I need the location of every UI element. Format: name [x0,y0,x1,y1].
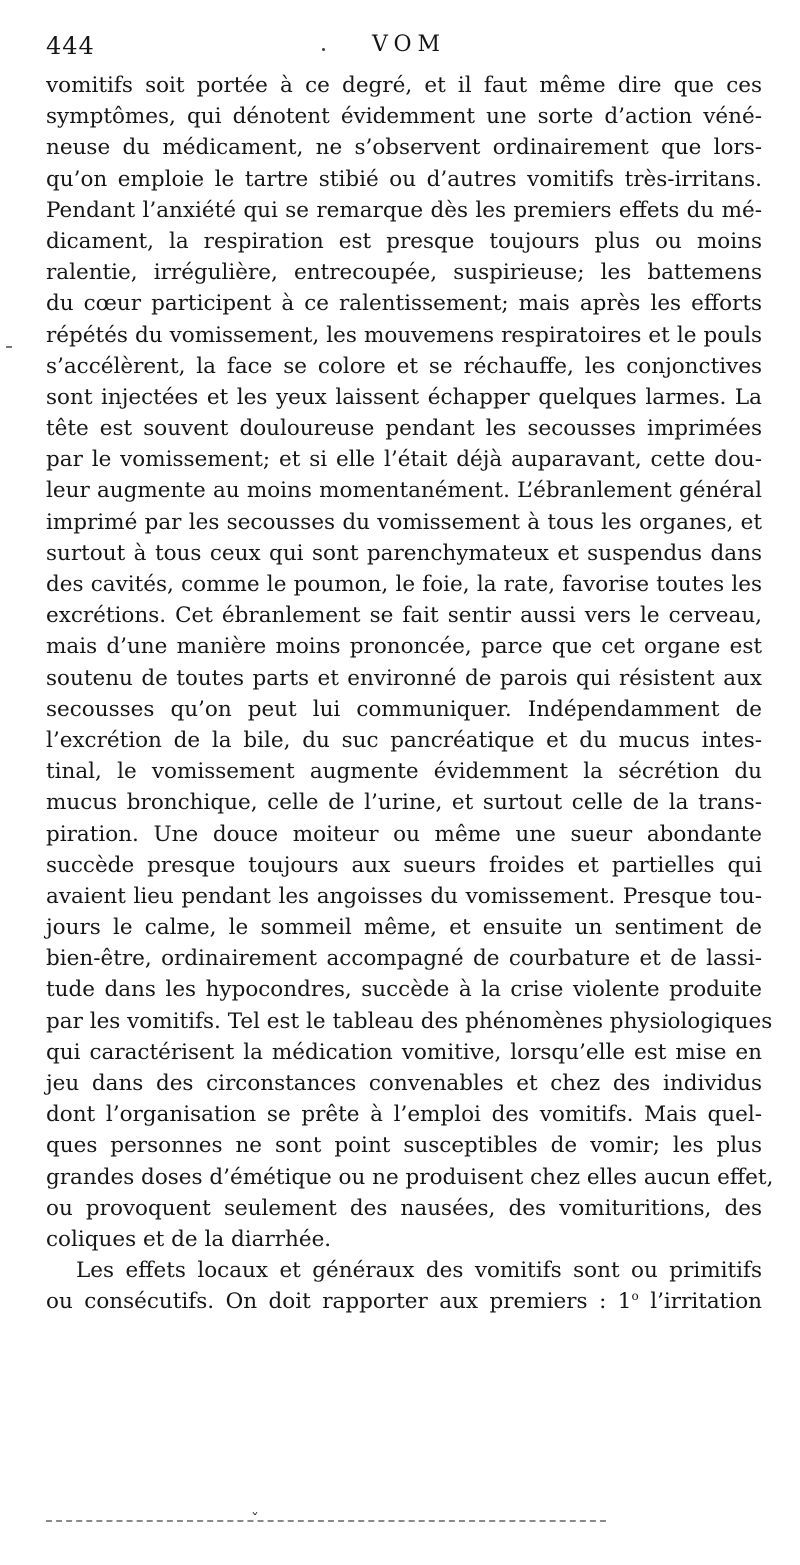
superscript-ordinal: o [631,1289,639,1304]
text-fragment: l’irritation [638,1289,762,1315]
text-line: imprimé par les secousses du vomissement à tous les organes, et [46,509,762,535]
text-line: ralentie, irrégulière, entrecoupée, suspirieuse; les battemens [46,260,762,286]
paragraph-1 [46,70,774,1255]
running-head: VOM [372,32,447,57]
footer-ink-marks [46,1510,616,1530]
text-line: du cœur participent à ce ralentissement; mais après les efforts [46,291,762,317]
text-line: Pendant l’anxiété qui se remarque dès les premiers effets du mé- [46,197,762,223]
text-line: succède presque toujours aux sueurs froides et partielles qui [46,852,762,878]
text-line: tinal, le vomissement augmente évidemment la sécrétion du [46,759,762,785]
paragraph-2 [46,1255,762,1317]
text-line: qu’on emploie le tartre stibié ou d’autres vomitifs très-irritans. [46,166,762,192]
text-line: excrétions. Cet ébranlement se fait sentir aussi vers le cerveau, [46,603,762,629]
text-line: jours le calme, le sommeil même, et ensuite un sentiment de [46,915,762,941]
text-line: qui caractérisent la médication vomitive, lorsqu’elle est mise en [46,1039,762,1065]
text-line: ou provoquent seulement des nausées, des vomituritions, des [46,1195,762,1221]
margin-ink-mark [6,346,12,348]
footer-ink-tick: ˇ [251,1510,259,1529]
text-line: Les effets locaux et généraux des vomitifs sont ou primitifs [76,1258,762,1284]
text-line: secousses qu’on peut lui communiquer. Indépendamment de [46,696,762,722]
text-line: neuse du médicament, ne s’observent ordinairement que lors- [46,135,762,161]
text-line: s’accélèrent, la face se colore et se réchauffe, les conjonctives [46,353,762,379]
text-line: soutenu de toutes parts et environné de parois qui résistent aux [46,665,762,691]
text-fragment: ou consécutifs. On doit rapporter aux premiers : 1 [46,1289,632,1315]
text-line: piration. Une douce moiteur ou même une sueur abondante [46,821,762,847]
text-line: mucus bronchique, celle de l’urine, et surtout celle de la trans- [46,790,762,816]
text-line: tête est souvent douloureuse pendant les secousses imprimées [46,416,762,442]
text-line: tude dans les hypocondres, succède à la crise violente produite [46,977,762,1003]
text-line: répétés du vomissement, les mouvemens respiratoires et le pouls [46,322,762,348]
text-line: avaient lieu pendant les angoisses du vomissement. Presque tou- [46,883,762,909]
footer-dashed-rule [46,1520,606,1522]
text-line: par le vomissement; et si elle l’était déjà auparavant, cette dou- [46,447,762,473]
text-line: leur augmente au moins momentanément. L’ébranlement général [46,478,762,504]
text-line: par les vomitifs. Tel est le tableau des phénomènes physiologiques [46,1008,773,1034]
text-line: l’excrétion de la bile, du suc pancréatique et du mucus intes- [46,727,762,753]
text-line: bien-être, ordinairement accompagné de courbature et de lassi- [46,946,762,972]
text-line [46,1286,762,1317]
text-line: surtout à tous ceux qui sont parenchymateux et suspendus dans [46,540,762,566]
text-line: symptômes, qui dénotent évidemment une sorte d’action véné- [46,104,762,130]
text-line: ques personnes ne sont point susceptibles de vomir; les plus [46,1133,762,1159]
page-header [46,32,760,68]
text-line: vomitifs soit portée à ce degré, et il faut même dire que ces [46,73,762,98]
text-line: coliques et de la diarrhée. [46,1226,332,1252]
text-line: dont l’organisation se prête à l’emploi des vomitifs. Mais quel- [46,1102,762,1128]
text-line: des cavités, comme le poumon, le foie, la rate, favorise toutes les [46,572,762,597]
header-ink-dot [322,48,325,51]
text-line: sont injectées et les yeux laissent échapper quelques larmes. La [46,384,762,410]
text-line: dicament, la respiration est presque toujours plus ou moins [46,228,762,254]
text-line: grandes doses d’émétique ou ne produisent chez elles aucun effet, [46,1164,774,1190]
text-line: jeu dans des circonstances convenables et chez des individus [46,1071,762,1096]
page-number: 444 [46,32,95,60]
body-text [46,70,774,1318]
text-line: mais d’une manière moins prononcée, parce que cet organe est [46,634,762,660]
